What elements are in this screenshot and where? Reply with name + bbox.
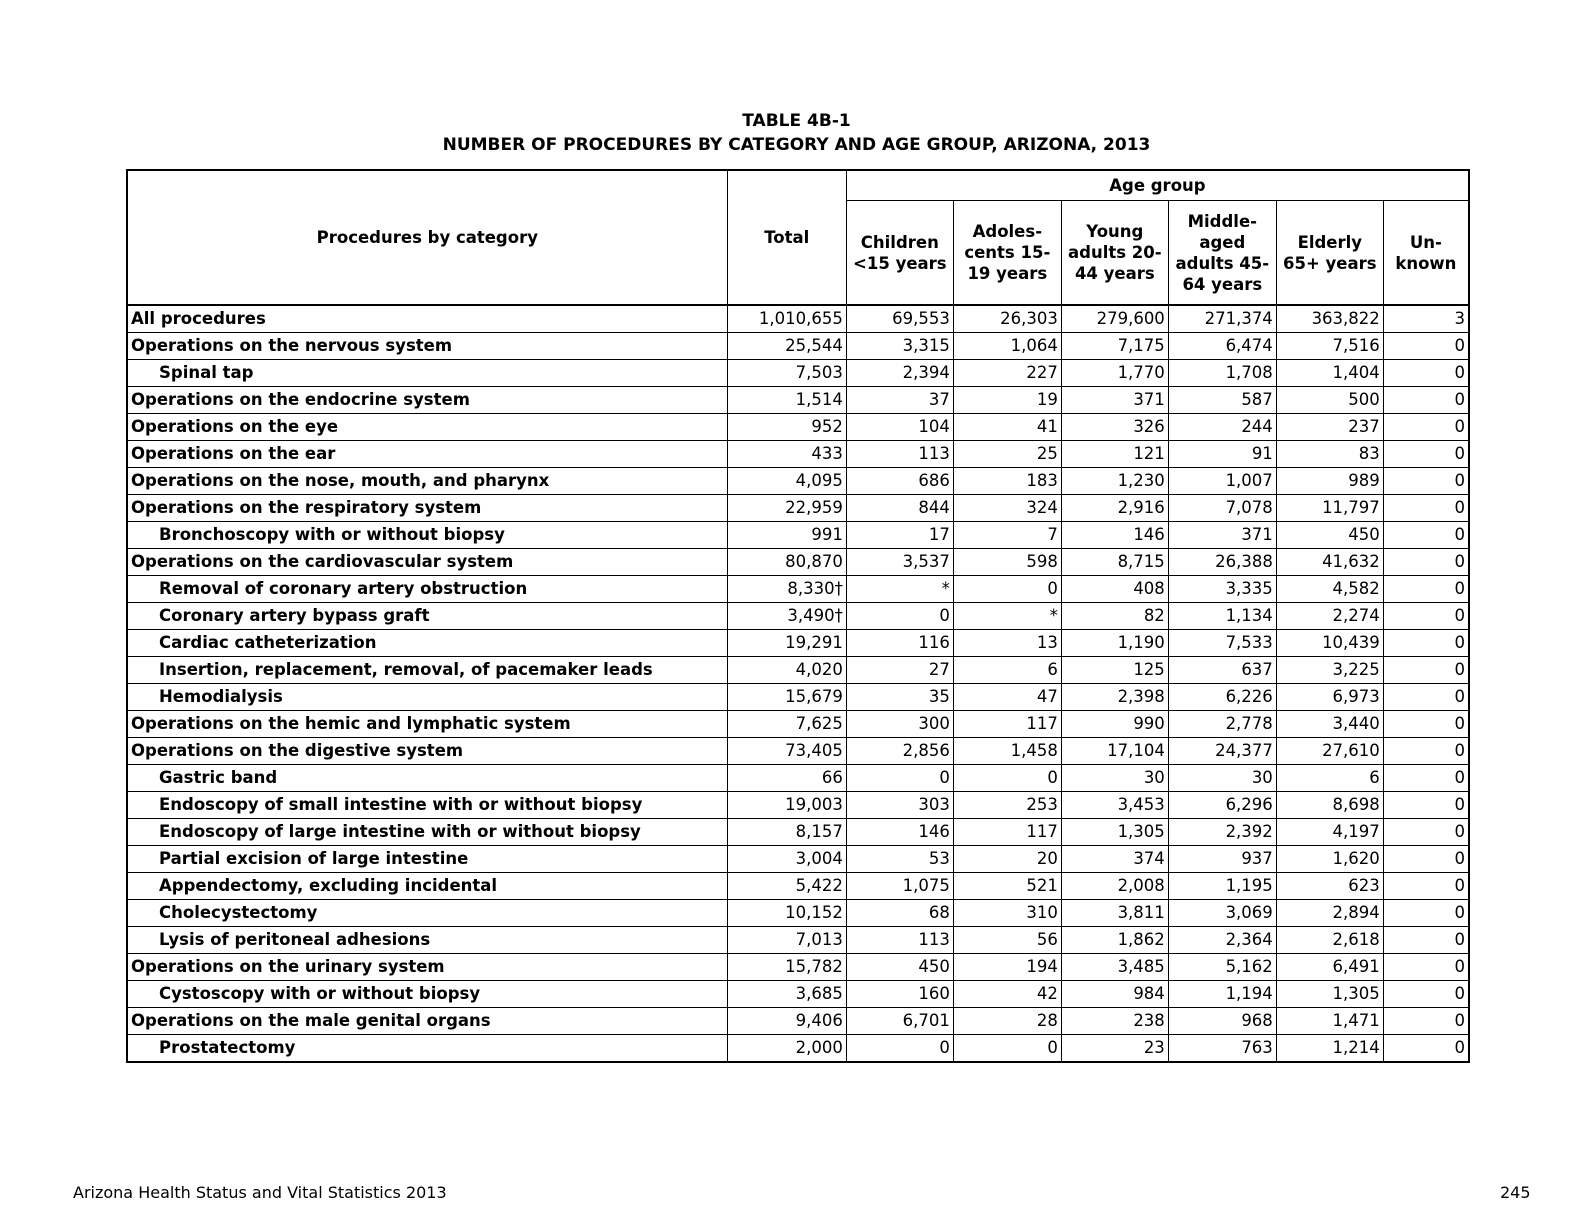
table-row bbox=[127, 765, 1469, 792]
row-value: 4,197 bbox=[1276, 819, 1383, 846]
row-value: 24,377 bbox=[1168, 738, 1276, 765]
row-value: 4,095 bbox=[727, 468, 846, 495]
row-value: 326 bbox=[1061, 414, 1168, 441]
row-value: 1,064 bbox=[953, 333, 1061, 360]
table-row bbox=[127, 684, 1469, 711]
row-value: 41,632 bbox=[1276, 549, 1383, 576]
row-value: 1,305 bbox=[1276, 981, 1383, 1008]
row-value: 363,822 bbox=[1276, 305, 1383, 333]
row-value: 30 bbox=[1168, 765, 1276, 792]
table-row bbox=[127, 819, 1469, 846]
row-label: Operations on the ear bbox=[127, 441, 727, 468]
row-value: 0 bbox=[1383, 954, 1469, 981]
row-value: 2,778 bbox=[1168, 711, 1276, 738]
table-row bbox=[127, 630, 1469, 657]
row-label: Spinal tap bbox=[127, 360, 727, 387]
row-label: Hemodialysis bbox=[127, 684, 727, 711]
row-label: Cholecystectomy bbox=[127, 900, 727, 927]
row-value: 26,388 bbox=[1168, 549, 1276, 576]
row-value: 13 bbox=[953, 630, 1061, 657]
row-value: 1,305 bbox=[1061, 819, 1168, 846]
row-value: 6,226 bbox=[1168, 684, 1276, 711]
row-value: 6,973 bbox=[1276, 684, 1383, 711]
row-value: 0 bbox=[1383, 360, 1469, 387]
row-value: 433 bbox=[727, 441, 846, 468]
row-value: 2,364 bbox=[1168, 927, 1276, 954]
header-age-group: Age group bbox=[846, 170, 1469, 201]
row-value: 244 bbox=[1168, 414, 1276, 441]
row-value: 1,007 bbox=[1168, 468, 1276, 495]
row-value: 521 bbox=[953, 873, 1061, 900]
row-value: 968 bbox=[1168, 1008, 1276, 1035]
row-value: 0 bbox=[1383, 657, 1469, 684]
row-label: Operations on the nervous system bbox=[127, 333, 727, 360]
row-value: 0 bbox=[1383, 522, 1469, 549]
row-value: 80,870 bbox=[727, 549, 846, 576]
row-value: 19,291 bbox=[727, 630, 846, 657]
row-value: 146 bbox=[846, 819, 953, 846]
table-body bbox=[127, 305, 1469, 1062]
header-children: Children <15 years bbox=[846, 201, 953, 306]
table-title: NUMBER OF PROCEDURES BY CATEGORY AND AGE GROUP, ARIZONA, 2013 bbox=[442, 135, 1151, 155]
row-value: 300 bbox=[846, 711, 953, 738]
row-value: 66 bbox=[727, 765, 846, 792]
row-value: 6,701 bbox=[846, 1008, 953, 1035]
row-value: 8,157 bbox=[727, 819, 846, 846]
row-value: 0 bbox=[846, 1035, 953, 1063]
row-value: 10,152 bbox=[727, 900, 846, 927]
table-row bbox=[127, 576, 1469, 603]
row-value: 2,916 bbox=[1061, 495, 1168, 522]
row-value: 271,374 bbox=[1168, 305, 1276, 333]
row-label: Operations on the respiratory system bbox=[127, 495, 727, 522]
row-value: 116 bbox=[846, 630, 953, 657]
row-label: Cystoscopy with or without biopsy bbox=[127, 981, 727, 1008]
table-row bbox=[127, 522, 1469, 549]
table-row bbox=[127, 1008, 1469, 1035]
row-value: 0 bbox=[1383, 441, 1469, 468]
row-value: 952 bbox=[727, 414, 846, 441]
table-row bbox=[127, 792, 1469, 819]
row-value: 0 bbox=[1383, 792, 1469, 819]
table-row bbox=[127, 549, 1469, 576]
row-value: 47 bbox=[953, 684, 1061, 711]
row-value: 4,582 bbox=[1276, 576, 1383, 603]
row-value: 113 bbox=[846, 441, 953, 468]
row-value: 0 bbox=[953, 1035, 1061, 1063]
row-value: 1,620 bbox=[1276, 846, 1383, 873]
table-row bbox=[127, 468, 1469, 495]
row-value: 125 bbox=[1061, 657, 1168, 684]
row-value: 121 bbox=[1061, 441, 1168, 468]
row-value: 0 bbox=[1383, 1008, 1469, 1035]
row-value: 0 bbox=[846, 765, 953, 792]
row-value: 1,770 bbox=[1061, 360, 1168, 387]
row-value: 2,894 bbox=[1276, 900, 1383, 927]
row-value: 4,020 bbox=[727, 657, 846, 684]
row-value: 104 bbox=[846, 414, 953, 441]
row-value: 3,485 bbox=[1061, 954, 1168, 981]
row-value: 7 bbox=[953, 522, 1061, 549]
row-value: 37 bbox=[846, 387, 953, 414]
row-value: 160 bbox=[846, 981, 953, 1008]
row-value: 8,330† bbox=[727, 576, 846, 603]
row-value: 686 bbox=[846, 468, 953, 495]
row-value: 0 bbox=[846, 603, 953, 630]
row-value: 7,625 bbox=[727, 711, 846, 738]
row-value: 990 bbox=[1061, 711, 1168, 738]
row-value: 183 bbox=[953, 468, 1061, 495]
row-value: 3,811 bbox=[1061, 900, 1168, 927]
row-label: Operations on the urinary system bbox=[127, 954, 727, 981]
row-value: 146 bbox=[1061, 522, 1168, 549]
row-value: 1,708 bbox=[1168, 360, 1276, 387]
row-value: 500 bbox=[1276, 387, 1383, 414]
row-value: 0 bbox=[1383, 333, 1469, 360]
row-label: Prostatectomy bbox=[127, 1035, 727, 1063]
row-value: 2,008 bbox=[1061, 873, 1168, 900]
row-value: 0 bbox=[1383, 495, 1469, 522]
row-value: 0 bbox=[1383, 387, 1469, 414]
row-value: 1,190 bbox=[1061, 630, 1168, 657]
row-value: 598 bbox=[953, 549, 1061, 576]
row-value: 2,000 bbox=[727, 1035, 846, 1063]
row-label: Operations on the hemic and lymphatic system bbox=[127, 711, 727, 738]
row-value: 1,195 bbox=[1168, 873, 1276, 900]
row-value: 371 bbox=[1061, 387, 1168, 414]
row-value: 3,315 bbox=[846, 333, 953, 360]
row-value: 989 bbox=[1276, 468, 1383, 495]
row-label: Endoscopy of small intestine with or without biopsy bbox=[127, 792, 727, 819]
row-value: 53 bbox=[846, 846, 953, 873]
row-value: 1,458 bbox=[953, 738, 1061, 765]
row-value: 0 bbox=[1383, 468, 1469, 495]
table-row bbox=[127, 333, 1469, 360]
row-value: 0 bbox=[1383, 846, 1469, 873]
row-value: 11,797 bbox=[1276, 495, 1383, 522]
row-value: 6,491 bbox=[1276, 954, 1383, 981]
table-row bbox=[127, 873, 1469, 900]
row-value: 7,013 bbox=[727, 927, 846, 954]
row-value: 27 bbox=[846, 657, 953, 684]
row-label: Cardiac catheterization bbox=[127, 630, 727, 657]
row-value: 0 bbox=[1383, 576, 1469, 603]
row-value: 3,453 bbox=[1061, 792, 1168, 819]
table-row bbox=[127, 657, 1469, 684]
row-label: Operations on the digestive system bbox=[127, 738, 727, 765]
row-value: 408 bbox=[1061, 576, 1168, 603]
row-value: 0 bbox=[1383, 927, 1469, 954]
table-row bbox=[127, 900, 1469, 927]
row-value: 10,439 bbox=[1276, 630, 1383, 657]
row-value: 0 bbox=[1383, 981, 1469, 1008]
row-value: 5,422 bbox=[727, 873, 846, 900]
row-value: 35 bbox=[846, 684, 953, 711]
row-value: * bbox=[846, 576, 953, 603]
row-value: 0 bbox=[953, 576, 1061, 603]
header-category: Procedures by category bbox=[127, 170, 727, 305]
header-middle-aged: Middle- aged adults 45-64 years bbox=[1168, 201, 1276, 306]
row-value: 623 bbox=[1276, 873, 1383, 900]
table-row bbox=[127, 738, 1469, 765]
row-value: 1,404 bbox=[1276, 360, 1383, 387]
table-row bbox=[127, 495, 1469, 522]
table-row bbox=[127, 981, 1469, 1008]
row-label: Operations on the endocrine system bbox=[127, 387, 727, 414]
row-value: 6,296 bbox=[1168, 792, 1276, 819]
row-value: 763 bbox=[1168, 1035, 1276, 1063]
row-value: 20 bbox=[953, 846, 1061, 873]
row-value: 2,394 bbox=[846, 360, 953, 387]
row-value: 8,715 bbox=[1061, 549, 1168, 576]
row-value: 83 bbox=[1276, 441, 1383, 468]
row-value: 68 bbox=[846, 900, 953, 927]
row-value: 3,490† bbox=[727, 603, 846, 630]
table-header bbox=[127, 170, 1469, 305]
row-value: 637 bbox=[1168, 657, 1276, 684]
row-value: 194 bbox=[953, 954, 1061, 981]
row-value: 450 bbox=[1276, 522, 1383, 549]
row-value: * bbox=[953, 603, 1061, 630]
table-row bbox=[127, 846, 1469, 873]
row-value: 2,274 bbox=[1276, 603, 1383, 630]
row-value: 5,162 bbox=[1168, 954, 1276, 981]
row-value: 6,474 bbox=[1168, 333, 1276, 360]
row-value: 2,398 bbox=[1061, 684, 1168, 711]
row-value: 1,134 bbox=[1168, 603, 1276, 630]
row-value: 2,856 bbox=[846, 738, 953, 765]
procedures-table bbox=[126, 169, 1470, 1063]
row-value: 991 bbox=[727, 522, 846, 549]
row-value: 19 bbox=[953, 387, 1061, 414]
row-value: 7,175 bbox=[1061, 333, 1168, 360]
row-value: 42 bbox=[953, 981, 1061, 1008]
row-value: 0 bbox=[1383, 765, 1469, 792]
row-value: 253 bbox=[953, 792, 1061, 819]
row-value: 6 bbox=[1276, 765, 1383, 792]
row-value: 27,610 bbox=[1276, 738, 1383, 765]
table-row bbox=[127, 360, 1469, 387]
row-value: 3,225 bbox=[1276, 657, 1383, 684]
footer-publication: Arizona Health Status and Vital Statistics 2013 bbox=[73, 1183, 447, 1202]
page-number: 245 bbox=[1500, 1183, 1531, 1202]
row-value: 82 bbox=[1061, 603, 1168, 630]
row-value: 1,194 bbox=[1168, 981, 1276, 1008]
row-label: Operations on the nose, mouth, and pharynx bbox=[127, 468, 727, 495]
row-label: Operations on the eye bbox=[127, 414, 727, 441]
table-row bbox=[127, 305, 1469, 333]
row-label: Operations on the male genital organs bbox=[127, 1008, 727, 1035]
row-value: 30 bbox=[1061, 765, 1168, 792]
row-label: Removal of coronary artery obstruction bbox=[127, 576, 727, 603]
table-row bbox=[127, 1035, 1469, 1063]
row-label: Gastric band bbox=[127, 765, 727, 792]
row-value: 324 bbox=[953, 495, 1061, 522]
row-value: 0 bbox=[1383, 711, 1469, 738]
row-value: 7,078 bbox=[1168, 495, 1276, 522]
table-row bbox=[127, 414, 1469, 441]
row-value: 0 bbox=[1383, 414, 1469, 441]
row-label: Endoscopy of large intestine with or without biopsy bbox=[127, 819, 727, 846]
row-value: 69,553 bbox=[846, 305, 953, 333]
row-value: 6 bbox=[953, 657, 1061, 684]
row-value: 7,503 bbox=[727, 360, 846, 387]
row-value: 117 bbox=[953, 711, 1061, 738]
row-value: 91 bbox=[1168, 441, 1276, 468]
row-value: 15,782 bbox=[727, 954, 846, 981]
header-young-adults: Young adults 20-44 years bbox=[1061, 201, 1168, 306]
row-value: 303 bbox=[846, 792, 953, 819]
row-value: 113 bbox=[846, 927, 953, 954]
row-value: 15,679 bbox=[727, 684, 846, 711]
row-label: Bronchoscopy with or without biopsy bbox=[127, 522, 727, 549]
row-label: All procedures bbox=[127, 305, 727, 333]
row-value: 17 bbox=[846, 522, 953, 549]
row-value: 73,405 bbox=[727, 738, 846, 765]
row-value: 2,392 bbox=[1168, 819, 1276, 846]
table-row bbox=[127, 927, 1469, 954]
row-value: 0 bbox=[1383, 900, 1469, 927]
row-value: 3,335 bbox=[1168, 576, 1276, 603]
row-value: 0 bbox=[1383, 630, 1469, 657]
row-value: 1,514 bbox=[727, 387, 846, 414]
row-value: 587 bbox=[1168, 387, 1276, 414]
row-value: 3 bbox=[1383, 305, 1469, 333]
row-value: 25,544 bbox=[727, 333, 846, 360]
row-value: 1,862 bbox=[1061, 927, 1168, 954]
row-value: 0 bbox=[953, 765, 1061, 792]
row-value: 937 bbox=[1168, 846, 1276, 873]
table-row bbox=[127, 603, 1469, 630]
row-label: Operations on the cardiovascular system bbox=[127, 549, 727, 576]
row-value: 17,104 bbox=[1061, 738, 1168, 765]
row-value: 41 bbox=[953, 414, 1061, 441]
row-value: 279,600 bbox=[1061, 305, 1168, 333]
row-value: 22,959 bbox=[727, 495, 846, 522]
row-value: 844 bbox=[846, 495, 953, 522]
table-row bbox=[127, 441, 1469, 468]
header-elderly: Elderly 65+ years bbox=[1276, 201, 1383, 306]
row-value: 310 bbox=[953, 900, 1061, 927]
table-row bbox=[127, 387, 1469, 414]
row-value: 238 bbox=[1061, 1008, 1168, 1035]
row-value: 1,010,655 bbox=[727, 305, 846, 333]
header-unknown: Un- known bbox=[1383, 201, 1469, 306]
row-value: 56 bbox=[953, 927, 1061, 954]
row-value: 1,075 bbox=[846, 873, 953, 900]
row-label: Appendectomy, excluding incidental bbox=[127, 873, 727, 900]
row-value: 374 bbox=[1061, 846, 1168, 873]
row-label: Lysis of peritoneal adhesions bbox=[127, 927, 727, 954]
row-label: Partial excision of large intestine bbox=[127, 846, 727, 873]
row-value: 8,698 bbox=[1276, 792, 1383, 819]
row-value: 371 bbox=[1168, 522, 1276, 549]
row-value: 19,003 bbox=[727, 792, 846, 819]
row-value: 1,471 bbox=[1276, 1008, 1383, 1035]
table-row bbox=[127, 954, 1469, 981]
row-value: 3,537 bbox=[846, 549, 953, 576]
row-label: Insertion, replacement, removal, of pacemaker leads bbox=[127, 657, 727, 684]
row-value: 9,406 bbox=[727, 1008, 846, 1035]
row-label: Coronary artery bypass graft bbox=[127, 603, 727, 630]
row-value: 0 bbox=[1383, 738, 1469, 765]
row-value: 1,230 bbox=[1061, 468, 1168, 495]
row-value: 7,533 bbox=[1168, 630, 1276, 657]
row-value: 227 bbox=[953, 360, 1061, 387]
row-value: 0 bbox=[1383, 1035, 1469, 1063]
row-value: 0 bbox=[1383, 603, 1469, 630]
row-value: 3,685 bbox=[727, 981, 846, 1008]
table-number: TABLE 4B-1 bbox=[742, 111, 851, 131]
table-row bbox=[127, 711, 1469, 738]
row-value: 0 bbox=[1383, 873, 1469, 900]
row-value: 26,303 bbox=[953, 305, 1061, 333]
row-value: 3,004 bbox=[727, 846, 846, 873]
row-value: 28 bbox=[953, 1008, 1061, 1035]
row-value: 0 bbox=[1383, 684, 1469, 711]
row-value: 984 bbox=[1061, 981, 1168, 1008]
row-value: 7,516 bbox=[1276, 333, 1383, 360]
row-value: 3,069 bbox=[1168, 900, 1276, 927]
row-value: 0 bbox=[1383, 549, 1469, 576]
row-value: 1,214 bbox=[1276, 1035, 1383, 1063]
row-value: 23 bbox=[1061, 1035, 1168, 1063]
row-value: 117 bbox=[953, 819, 1061, 846]
header-total: Total bbox=[727, 170, 846, 305]
row-value: 3,440 bbox=[1276, 711, 1383, 738]
row-value: 25 bbox=[953, 441, 1061, 468]
row-value: 450 bbox=[846, 954, 953, 981]
header-adolescents: Adoles- cents 15-19 years bbox=[953, 201, 1061, 306]
row-value: 2,618 bbox=[1276, 927, 1383, 954]
row-value: 0 bbox=[1383, 819, 1469, 846]
row-value: 237 bbox=[1276, 414, 1383, 441]
